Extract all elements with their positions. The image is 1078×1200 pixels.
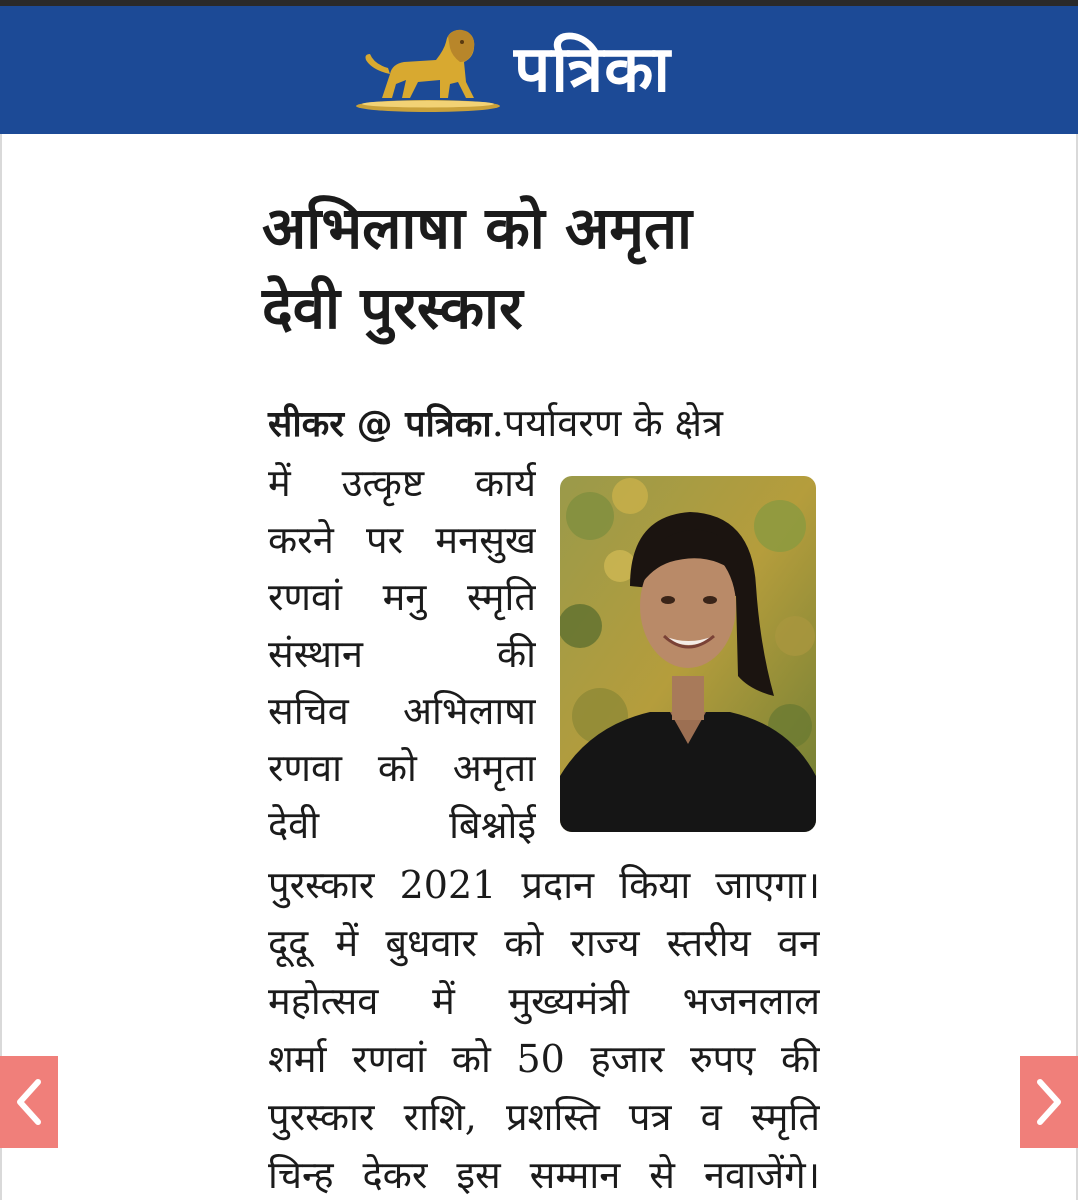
word: अमृता bbox=[452, 746, 536, 790]
word: संस्थान bbox=[268, 632, 363, 676]
lead-line bbox=[268, 395, 828, 453]
body-line bbox=[268, 740, 536, 797]
body-line: चिन्ह देकर इस सम्मान से नवाजेंगे। bbox=[268, 1153, 820, 1197]
body-line: पुरस्कार राशि, प्रशस्ति पत्र व स्मृति bbox=[268, 1095, 820, 1139]
word: स्मृति bbox=[466, 575, 536, 619]
article-headline bbox=[262, 188, 862, 348]
dateline: सीकर @ पत्रिका bbox=[268, 404, 492, 445]
body-line bbox=[268, 512, 536, 569]
left-border bbox=[0, 134, 2, 1200]
word: पर bbox=[366, 518, 404, 562]
wide-column bbox=[268, 857, 820, 1200]
chevron-right-icon bbox=[1020, 1056, 1078, 1148]
word: में bbox=[268, 461, 291, 505]
body-line bbox=[268, 569, 536, 626]
body-line bbox=[268, 455, 536, 512]
word: मनसुख bbox=[435, 518, 536, 562]
woman-portrait-photo bbox=[560, 476, 816, 832]
brand-name: पत्रिका bbox=[514, 33, 671, 107]
body-line: पुरस्कार 2021 प्रदान किया जाएगा। bbox=[268, 863, 820, 907]
masthead bbox=[0, 6, 1078, 134]
golden-lion-icon bbox=[352, 24, 504, 116]
word: कार्य bbox=[474, 461, 536, 505]
headline-line-1: अभिलाषा को अमृता bbox=[262, 194, 693, 262]
body-line: शर्मा रणवां को 50 हजार रुपए की bbox=[268, 1037, 820, 1081]
word: बिश्नोई bbox=[449, 803, 536, 847]
word: को bbox=[377, 746, 417, 790]
next-page-button[interactable] bbox=[1020, 1056, 1078, 1148]
word: अभिलाषा bbox=[402, 689, 536, 733]
body-line bbox=[268, 683, 536, 740]
headline-line-2: देवी पुरस्कार bbox=[262, 274, 523, 342]
chevron-left-icon bbox=[0, 1056, 58, 1148]
previous-page-button[interactable] bbox=[0, 1056, 58, 1148]
word: सचिव bbox=[268, 689, 349, 733]
lead-rest: .पर्यावरण के क्षेत्र bbox=[491, 401, 723, 445]
word: करने bbox=[268, 518, 334, 562]
body-line bbox=[268, 797, 536, 854]
word: मनु bbox=[382, 575, 427, 619]
word: रणवां bbox=[268, 575, 342, 619]
word: की bbox=[496, 632, 536, 676]
word: देवी bbox=[268, 803, 320, 847]
body-line: दूदू में बुधवार को राज्य स्तरीय वन bbox=[268, 921, 820, 965]
word: रणवा bbox=[268, 746, 342, 790]
narrow-column bbox=[268, 455, 536, 854]
body-line bbox=[268, 626, 536, 683]
word: उत्कृष्ट bbox=[341, 461, 425, 505]
body-line: महोत्सव में मुख्यमंत्री भजनलाल bbox=[268, 979, 820, 1023]
